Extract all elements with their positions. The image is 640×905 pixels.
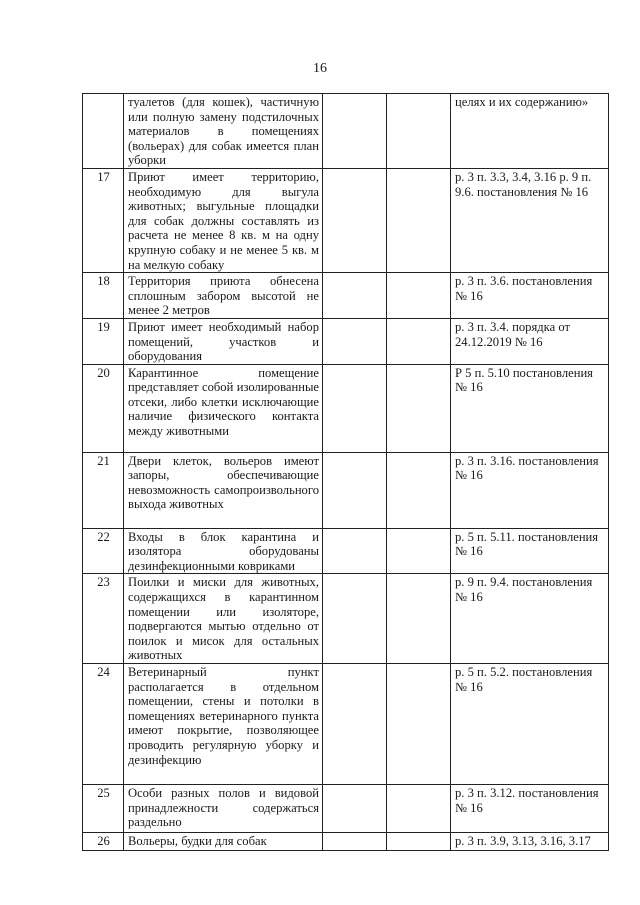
empty-cell: [323, 168, 387, 272]
row-number: 23: [83, 574, 124, 664]
empty-cell: [323, 452, 387, 528]
requirement-text: Особи разных полов и видовой принадлежности содержаться раздельно: [124, 785, 323, 833]
requirement-text: Приют имеет территорию, необходимую для выгула животных; выгульные площадки для собак должны составлять из расчета не менее 8 кв. м на одну крупную собаку и не менее 5 кв. м на мелкую собаку: [124, 168, 323, 272]
table-row: [83, 574, 609, 664]
legal-reference: р. 3 п. 3.16. постановления № 16: [451, 452, 609, 528]
table-row: [83, 664, 609, 785]
empty-cell: [387, 94, 451, 169]
table-row: [83, 94, 609, 169]
row-number: 20: [83, 364, 124, 452]
empty-cell: [387, 273, 451, 319]
requirement-text: Территория приюта обнесена сплошным забором высотой не менее 2 метров: [124, 273, 323, 319]
table-row: [83, 785, 609, 833]
table-row: [83, 833, 609, 851]
empty-cell: [387, 452, 451, 528]
row-number: 25: [83, 785, 124, 833]
empty-cell: [387, 664, 451, 785]
requirement-text: Поилки и миски для животных, содержащихся в карантинном помещении или изоляторе, подвергаются мытью отдельно от поилок и мисок для остальных животных: [124, 574, 323, 664]
empty-cell: [387, 574, 451, 664]
legal-reference: р. 9 п. 9.4. постановления № 16: [451, 574, 609, 664]
empty-cell: [387, 833, 451, 851]
empty-cell: [323, 664, 387, 785]
row-number: 26: [83, 833, 124, 851]
empty-cell: [323, 833, 387, 851]
legal-reference: р. 3 п. 3.4. порядка от 24.12.2019 № 16: [451, 318, 609, 364]
row-number: 17: [83, 168, 124, 272]
requirement-text: Входы в блок карантина и изолятора оборудованы дезинфекционными ковриками: [124, 528, 323, 574]
table-row: [83, 318, 609, 364]
empty-cell: [323, 364, 387, 452]
row-number: [83, 94, 124, 169]
legal-reference: р. 3 п. 3.3, 3.4, 3.16 р. 9 п. 9.6. постановления № 16: [451, 168, 609, 272]
empty-cell: [387, 318, 451, 364]
empty-cell: [387, 364, 451, 452]
page-number: 16: [313, 61, 327, 76]
row-number: 19: [83, 318, 124, 364]
legal-reference: целях и их содержанию»: [451, 94, 609, 169]
requirements-table: [82, 93, 609, 851]
legal-reference: р. 5 п. 5.11. постановления № 16: [451, 528, 609, 574]
requirement-text: Двери клеток, вольеров имеют запоры, обеспечивающие невозможность самопроизвольного выхода животных: [124, 452, 323, 528]
table-row: [83, 273, 609, 319]
requirement-text: Вольеры, будки для собак: [124, 833, 323, 851]
row-number: 22: [83, 528, 124, 574]
row-number: 21: [83, 452, 124, 528]
requirement-text: туалетов (для кошек), частичную или полную замену подстилочных материалов в помещениях (вольерах) для собак имеется план уборки: [124, 94, 323, 169]
row-number: 18: [83, 273, 124, 319]
empty-cell: [323, 528, 387, 574]
table-row: [83, 528, 609, 574]
table-row: [83, 168, 609, 272]
empty-cell: [323, 94, 387, 169]
legal-reference: р. 5 п. 5.2. постановления № 16: [451, 664, 609, 785]
row-number: 24: [83, 664, 124, 785]
table-row: [83, 364, 609, 452]
requirement-text: Карантинное помещение представляет собой изолированные отсеки, либо клетки исключающие наличие физического контакта между животными: [124, 364, 323, 452]
legal-reference: Р 5 п. 5.10 постановления № 16: [451, 364, 609, 452]
empty-cell: [323, 318, 387, 364]
requirement-text: Ветеринарный пункт располагается в отдельном помещении, стены и потолки в помещениях ветеринарного пункта имеют покрытие, позволяющее проводить регулярную уборку и дезинфекцию: [124, 664, 323, 785]
legal-reference: р. 3 п. 3.9, 3.13, 3.16, 3.17: [451, 833, 609, 851]
empty-cell: [323, 273, 387, 319]
empty-cell: [323, 785, 387, 833]
empty-cell: [323, 574, 387, 664]
empty-cell: [387, 528, 451, 574]
legal-reference: р. 3 п. 3.6. постановления № 16: [451, 273, 609, 319]
empty-cell: [387, 785, 451, 833]
legal-reference: р. 3 п. 3.12. постановления № 16: [451, 785, 609, 833]
requirement-text: Приют имеет необходимый набор помещений, участков и оборудования: [124, 318, 323, 364]
table-row: [83, 452, 609, 528]
empty-cell: [387, 168, 451, 272]
